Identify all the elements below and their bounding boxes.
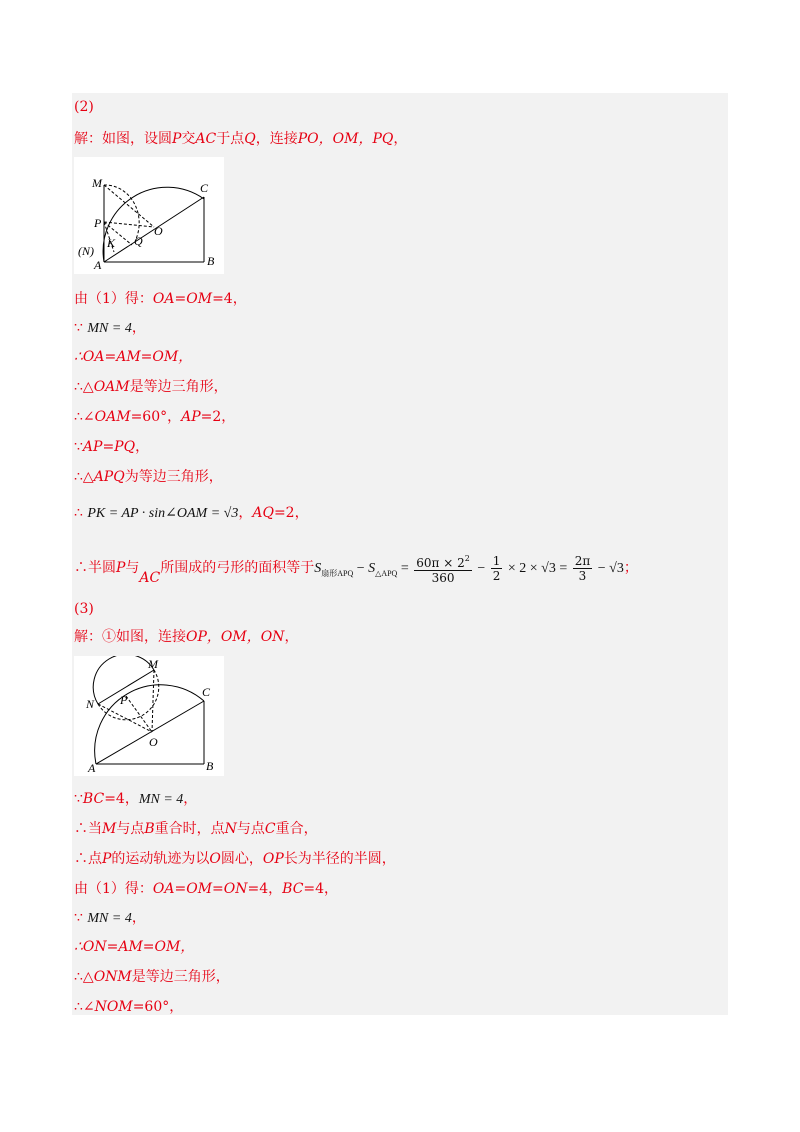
- fig2-label-c: C: [200, 181, 209, 195]
- fraction-sector: $\frac{60\pi \times 2^2}{360}$: [416, 553, 470, 585]
- fig2-label-o: O: [154, 224, 163, 238]
- fig3-label-c: C: [202, 685, 211, 699]
- fig2-label-p: P: [94, 216, 102, 230]
- part2-label: (2): [74, 99, 94, 115]
- part2-line1: 由（1）得：OA=OM=4，: [74, 291, 247, 307]
- part2-intro: 解：如图，设圆P交AC于点Q，连接PO，OM，PQ，: [74, 131, 408, 147]
- fig3-label-o: O: [149, 735, 158, 749]
- part2-line5: ∴∠OAM=60°，AP=2，: [74, 409, 236, 425]
- fig2-label-q: Q: [134, 234, 143, 248]
- fig2-label-n: (N): [78, 244, 94, 258]
- part2-figure: [74, 157, 224, 274]
- part3-label: (3): [74, 601, 94, 617]
- fig3-label-b: B: [206, 759, 214, 773]
- part3-line4: 由（1）得：OA=OM=ON=4，BC=4，: [74, 881, 339, 897]
- fig2-label-b: B: [207, 254, 215, 268]
- fig2-label-m: M: [92, 176, 102, 190]
- fig3-label-n: N: [86, 697, 95, 711]
- fig2-label-k: K: [107, 236, 116, 250]
- part2-line3: ∴OA=AM=OM，: [74, 349, 193, 365]
- part3-line8: ∴∠NOM=60°，: [74, 999, 184, 1015]
- fig3-label-m: M: [148, 657, 158, 671]
- part2-line4: ∴△OAM是等边三角形，: [74, 379, 228, 395]
- part3-line2: ∴当M与点B重合时，点N与点C重合，: [74, 821, 318, 837]
- part2-line8: ∴ PK = AP · sin∠OAM = √3，AQ=2，: [74, 505, 309, 521]
- fraction-result: $\frac{2\pi}{3}$: [574, 553, 591, 583]
- part3-line6: ∴ON=AM=OM，: [74, 939, 195, 955]
- fig3-label-a: A: [88, 761, 96, 775]
- part2-line2: ∵ MN = 4，: [74, 320, 146, 336]
- part2-line6: ∵AP=PQ，: [74, 439, 150, 455]
- part2-line7: ∴△APQ为等边三角形，: [74, 469, 223, 485]
- fig3-label-p: P: [120, 693, 128, 707]
- part3-line5: ∵ MN = 4，: [74, 910, 146, 926]
- fig2-label-a: A: [94, 258, 102, 272]
- part3-line7: ∴△ONM是等边三角形，: [74, 969, 230, 985]
- part3-line3: ∴点P的运动轨迹为以O圆心，OP长为半径的半圆，: [74, 851, 396, 867]
- part2-line9: ∴半圆P与AC所围成的弓形的面积等于$S_{扇形APQ} - S_{\triangle APQ}$ = $\frac{60\pi \times 2^2}{360}$ − $\frac{1}{2}$ × 2 × √3 = $\frac{2\pi}{3}$ − √3；: [74, 553, 638, 586]
- part3-line1: ∵BC=4，MN = 4，: [74, 791, 198, 807]
- part3-figure: [74, 656, 224, 776]
- part3-intro: 解：①如图，连接OP，OM，ON，: [74, 629, 299, 645]
- fraction-half: $\frac{1}{2}$: [492, 553, 501, 583]
